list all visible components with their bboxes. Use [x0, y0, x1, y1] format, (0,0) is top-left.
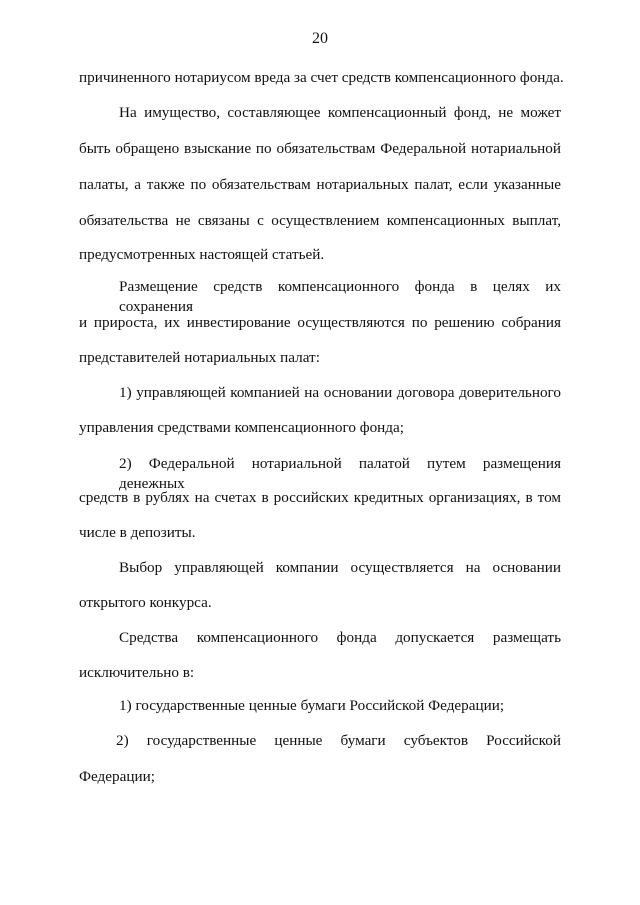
text-line: 2) Федеральной нотариальной палатой путем размещения денежных: [119, 455, 561, 492]
text-line: быть обращено взыскание по обязательствам Федеральной нотариальной: [79, 140, 561, 157]
text-line: числе в депозиты.: [79, 524, 196, 541]
text-line: причиненного нотариусом вреда за счет средств компенсационного фонда.: [79, 69, 564, 86]
text-line: открытого конкурса.: [79, 594, 212, 611]
text-line: палаты, а также по обязательствам нотариальных палат, если указанные: [79, 176, 561, 193]
text-line: и прироста, их инвестирование осуществляются по решению собрания: [79, 314, 561, 331]
text-line: Средства компенсационного фонда допускается размещать: [119, 629, 561, 646]
text-line: 1) государственные ценные бумаги Российской Федерации;: [119, 697, 505, 714]
text-line: Размещение средств компенсационного фонда в целях их сохранения: [119, 278, 561, 315]
text-line: На имущество, составляющее компенсационный фонд, не может: [119, 104, 561, 121]
text-line: 2) государственные ценные бумаги субъектов Российской: [116, 732, 561, 749]
text-line: средств в рублях на счетах в российских кредитных организациях, в том: [79, 489, 561, 506]
text-line: управления средствами компенсационного фонда;: [79, 419, 404, 436]
text-line: обязательства не связаны с осуществлением компенсационных выплат,: [79, 212, 561, 229]
page-number: 20: [312, 30, 328, 47]
text-line: 1) управляющей компанией на основании договора доверительного: [119, 384, 561, 401]
text-line: представителей нотариальных палат:: [79, 349, 320, 366]
text-line: предусмотренных настоящей статьей.: [79, 246, 325, 263]
text-line: исключительно в:: [79, 664, 195, 681]
text-line: Выбор управляющей компании осуществляется на основании: [119, 559, 561, 576]
text-line: Федерации;: [79, 768, 155, 785]
